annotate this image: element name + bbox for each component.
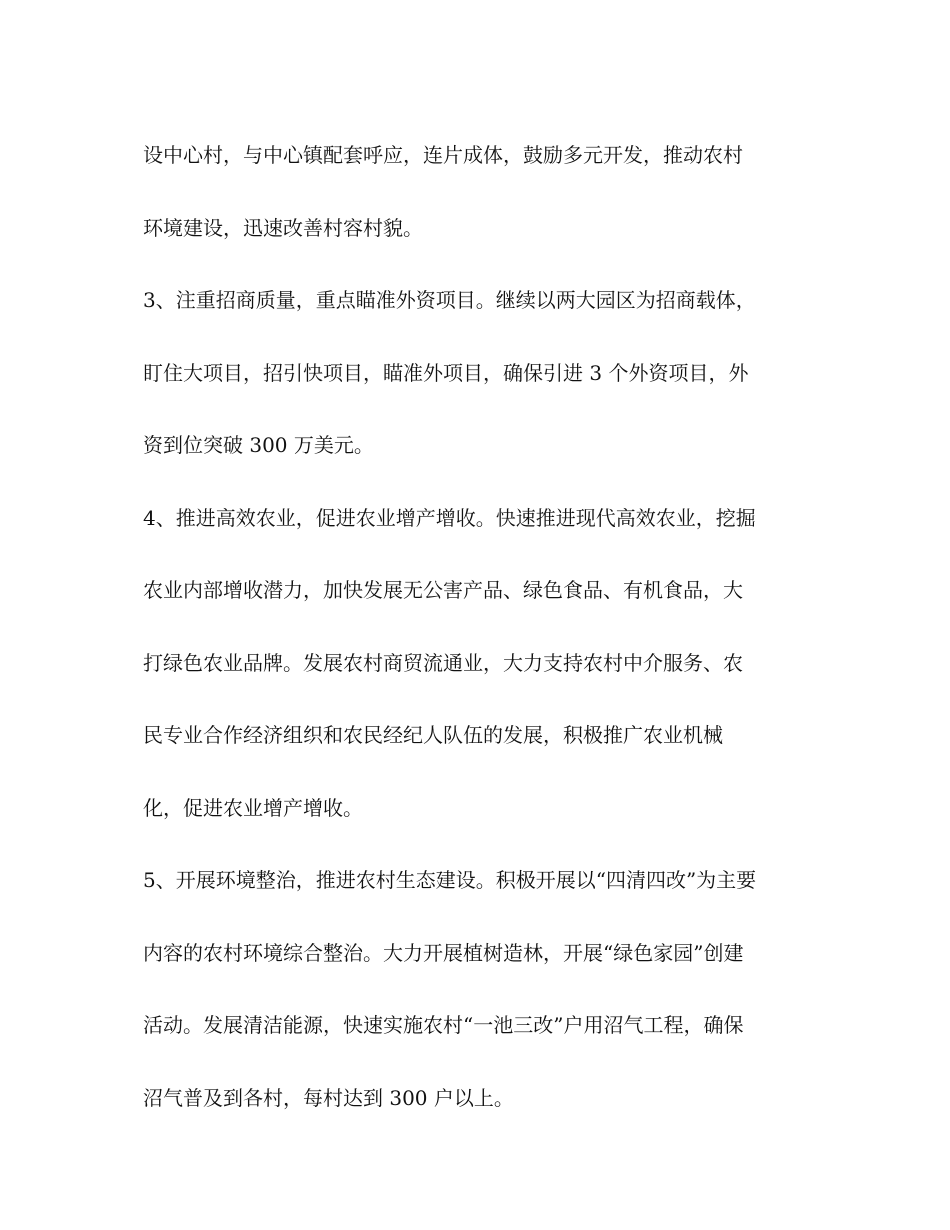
text-line: 资到位突破 300 万美元。 bbox=[143, 433, 374, 457]
text-line: 农业内部增收潜力，加快发展无公害产品、绿色食品、有机食品，大 bbox=[143, 578, 743, 602]
text-line: 3、注重招商质量，重点瞄准外资项目。继续以两大园区为招商载体， bbox=[143, 288, 756, 312]
body-text bbox=[143, 119, 813, 1134]
text-line: 5、开展环境整治，推进农村生态建设。积极开展以“四清四改”为主要 bbox=[143, 868, 757, 892]
text-line: 沼气普及到各村，每村达到 300 户以上。 bbox=[143, 1085, 514, 1110]
text-line: 盯住大项目，招引快项目，瞄准外项目，确保引进 3 个外资项目，外 bbox=[143, 360, 749, 385]
text-line: 4、推进高效农业，促进农业增产增收。快速推进现代高效农业，挖掘 bbox=[143, 505, 756, 530]
text-line: 打绿色农业品牌。发展农村商贸流通业，大力支持农村中介服务、农 bbox=[143, 650, 743, 675]
text-line: 化，促进农业增产增收。 bbox=[143, 795, 363, 820]
text-line: 民专业合作经济组织和农民经纪人队伍的发展，积极推广农业机械 bbox=[143, 723, 723, 747]
text-line: 内容的农村环境综合整治。大力开展植树造林，开展“绿色家园”创建 bbox=[143, 940, 744, 965]
text-line: 设中心村，与中心镇配套呼应，连片成体，鼓励多元开发，推动农村 bbox=[143, 143, 743, 167]
text-line: 环境建设，迅速改善村容村貌。 bbox=[143, 215, 423, 240]
text-line: 活动。发展清洁能源，快速实施农村“一池三改”户用沼气工程，确保 bbox=[143, 1013, 744, 1037]
